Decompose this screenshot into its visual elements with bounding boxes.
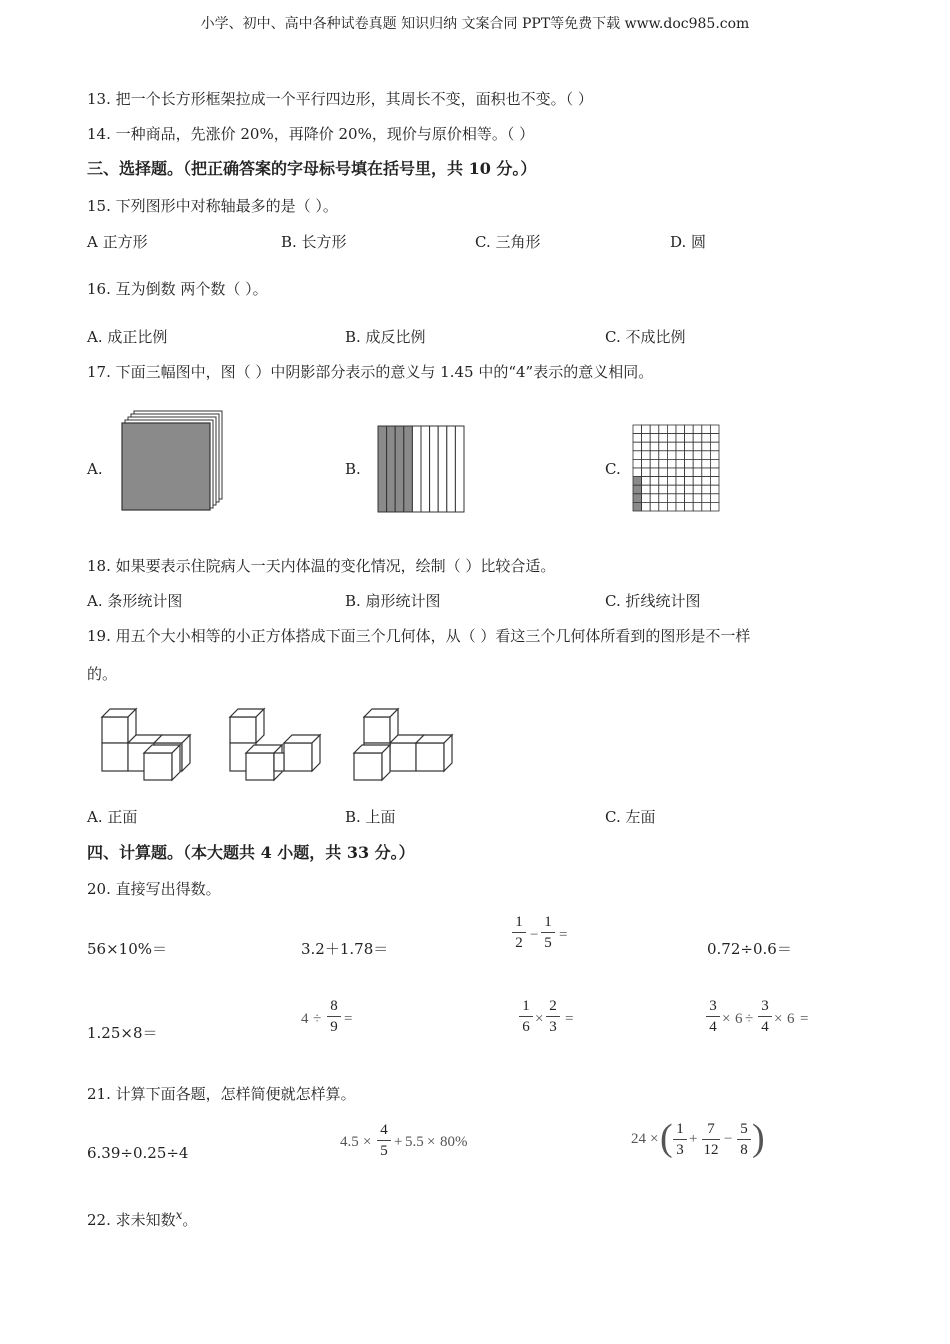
grid-cell [702,451,711,460]
grid-cell [685,451,694,460]
q19-option-a: A. 正面 [87,808,138,826]
grid-cell [693,434,702,443]
grid-cell [633,425,642,434]
q17-label-a: A. [87,460,103,478]
grid-cell [702,442,711,451]
grid-cell [693,485,702,494]
grid-cell [633,442,642,451]
grid-cell [650,459,659,468]
question-19-stem: 19. 用五个大小相等的小正方体搭成下面三个几何体，从（ ）看这三个几何体所看到的图形是不一样 [87,627,751,645]
q15-option-c: C. 三角形 [475,233,541,251]
grid-cell [642,468,651,477]
q20-fraction-2-3: 2 3 [546,997,560,1036]
q20-fraction-8-9: 8 9 [327,997,341,1036]
q21-expr-2-c: 80% [440,1134,468,1150]
q21-fraction-4-5: 4 5 [377,1121,391,1160]
q20-fraction-3-4-b: 3 4 [758,997,772,1036]
grid-cell [710,477,719,486]
grid-cell [693,425,702,434]
grid-cell [659,485,668,494]
grid-cell [667,494,676,503]
column-cell [378,426,387,512]
question-15-stem: 15. 下列图形中对称轴最多的是（ ）。 [87,197,338,215]
column-cell [421,426,430,512]
column-cell [404,426,413,512]
grid-cell [710,485,719,494]
times-sign: × [774,1011,783,1027]
grid-cell [633,494,642,503]
column-cell [387,426,396,512]
q20-expr-1: 56×10%＝ [87,940,167,958]
grid-cell [685,485,694,494]
grid-cell [676,425,685,434]
question-22-stem: 22. 求未知数$^x$。 [87,1208,198,1229]
q16-option-c: C. 不成比例 [605,328,686,346]
grid-cell [710,468,719,477]
question-14: 14. 一种商品，先涨价 20%，再降价 20%，现价与原价相等。（ ） [87,125,535,143]
grid-cell [676,459,685,468]
equals-sign: = [565,1011,574,1027]
grid-cell [659,477,668,486]
grid-cell [642,434,651,443]
question-17-stem: 17. 下面三幅图中，图（ ）中阴影部分表示的意义与 1.45 中的“4”表示的意义相同。 [87,363,654,381]
grid-cell [633,502,642,511]
q18-option-c: C. 折线统计图 [605,592,701,610]
times-sign: × [427,1134,436,1150]
grid-cell [650,451,659,460]
grid-cell [676,468,685,477]
divide-sign: ÷ [745,1011,754,1027]
grid-cell [676,442,685,451]
left-paren: ( [660,1117,673,1159]
q21-expr-2-b: 5.5 [405,1134,424,1150]
grid-cell [642,485,651,494]
grid-cell [710,425,719,434]
grid-cell [659,459,668,468]
q16-option-a: A. 成正比例 [87,328,168,346]
column-cell [395,426,404,512]
q20-six-a: 6 [735,1011,743,1027]
grid-cell [710,502,719,511]
grid-cell [667,459,676,468]
times-sign: × [535,1011,544,1027]
q19-option-c: C. 左面 [605,808,656,826]
grid-cell [693,477,702,486]
grid-cell [685,477,694,486]
q20-expr-2: 3.2＋1.78＝ [301,940,389,958]
section-4-heading: 四、计算题。（本大题共 4 小题，共 33 分。） [87,843,415,862]
equals-sign: = [800,1011,809,1027]
grid-cell [642,502,651,511]
q21-expr-2-a: 4.5 [340,1134,359,1150]
right-paren: ) [752,1117,765,1159]
q15-option-b: B. 长方形 [281,233,347,251]
question-19-stem-end: 的。 [87,665,118,683]
q16-option-b: B. 成反比例 [345,328,426,346]
grid-cell [659,425,668,434]
q18-option-b: B. 扇形统计图 [345,592,441,610]
grid-cell [650,477,659,486]
grid-cell [693,442,702,451]
q21-fraction-5-8: 5 8 [737,1120,751,1159]
grid-cell [685,468,694,477]
q20-expr-4: 0.72÷0.6＝ [707,940,792,958]
equals-sign: = [559,927,568,943]
grid-cell [685,442,694,451]
grid-cell [642,494,651,503]
grid-cell [667,442,676,451]
grid-cell [659,494,668,503]
column-cell [438,426,447,512]
times-sign: × [722,1011,731,1027]
q21-expr-3-a: 24 [631,1131,646,1147]
grid-cell [659,502,668,511]
q17-label-c: C. [605,460,621,478]
grid-cell [685,425,694,434]
page-header: 小学、初中、高中各种试卷真题 知识归纳 文案合同 PPT等免费下载 www.doc985.com [200,16,750,32]
q20-expr-6-four: 4 [301,1011,309,1027]
minus-sign: − [724,1131,733,1147]
times-sign: × [650,1131,659,1147]
grid-cell [693,494,702,503]
grid-cell [650,468,659,477]
q17-label-b: B. [345,460,361,478]
grid-cell [633,451,642,460]
grid-cell [650,494,659,503]
equals-sign: = [344,1011,353,1027]
divide-sign: ÷ [313,1011,322,1027]
question-16-stem: 16. 互为倒数 两个数（ ）。 [87,280,268,298]
grid-cell [710,451,719,460]
grid-cell [702,459,711,468]
grid-cell [659,451,668,460]
grid-cell [642,442,651,451]
grid-cell [650,502,659,511]
grid-cell [667,477,676,486]
q15-option-d: D. 圆 [670,233,707,251]
minus-sign: − [530,927,539,943]
grid-cell [633,434,642,443]
variable-x: x [175,1208,183,1222]
grid-cell [642,451,651,460]
grid-cell [667,425,676,434]
grid-cell [702,477,711,486]
section-3-heading: 三、选择题。（把正确答案的字母标号填在括号里，共 10 分。） [87,159,537,178]
grid-cell [667,468,676,477]
grid-cell [702,434,711,443]
q18-option-a: A. 条形统计图 [87,592,183,610]
grid-cell [676,477,685,486]
grid-cell [710,459,719,468]
q20-fraction-3-4-a: 3 4 [706,997,720,1036]
column-cell [430,426,439,512]
grid-cell [702,425,711,434]
grid-cell [693,451,702,460]
grid-cell [659,434,668,443]
grid-cell [667,502,676,511]
grid-cell [710,494,719,503]
grid-cell [667,434,676,443]
grid-cell [642,425,651,434]
q21-fraction-7-12: 7 12 [703,1121,719,1158]
q17-figure-c-grid [631,423,721,513]
grid-cell [650,434,659,443]
grid-cell [650,425,659,434]
grid-cell [710,442,719,451]
column-cell [455,426,464,512]
grid-cell [702,494,711,503]
grid-cell [702,485,711,494]
grid-cell [676,434,685,443]
question-18-stem: 18. 如果要表示住院病人一天内体温的变化情况，绘制（ ）比较合适。 [87,557,556,575]
q17-figure-a-stacked-squares [120,408,230,512]
grid-cell [693,468,702,477]
grid-cell [685,434,694,443]
grid-cell [659,468,668,477]
question-13: 13. 把一个长方形框架拉成一个平行四边形，其周长不变，面积也不变。（ ） [87,90,593,108]
grid-cell [633,459,642,468]
q21-expr-1: 6.39÷0.25÷4 [87,1144,189,1162]
plus-sign: + [394,1134,403,1150]
grid-cell [685,494,694,503]
grid-cell [676,494,685,503]
q20-fraction-1-6: 1 6 [519,997,533,1036]
grid-cell [702,502,711,511]
q20-expr-5: 1.25×8＝ [87,1024,158,1042]
grid-cell [650,485,659,494]
grid-cell [685,502,694,511]
q20-fraction-fifth: 1 5 [541,913,555,952]
grid-cell [642,477,651,486]
grid-cell [693,459,702,468]
question-20-stem: 20. 直接写出得数。 [87,880,221,898]
column-cell [447,426,456,512]
grid-cell [710,434,719,443]
q21-fraction-1-3: 1 3 [673,1120,687,1159]
q15-option-a: A 正方形 [87,233,148,251]
q17-figure-b-columns [376,424,466,514]
grid-cell [676,485,685,494]
grid-cell [659,442,668,451]
times-sign: × [363,1134,372,1150]
grid-cell [633,485,642,494]
grid-cell [633,477,642,486]
grid-cell [676,451,685,460]
q19-cube-figure-3 [350,702,460,782]
grid-cell [685,459,694,468]
column-cell [412,426,421,512]
grid-cell [650,442,659,451]
q19-cube-figure-2 [226,702,326,782]
grid-cell [642,459,651,468]
grid-cell [693,502,702,511]
grid-cell [676,502,685,511]
grid-cell [702,468,711,477]
plus-sign: + [689,1131,698,1147]
q20-six-b: 6 [787,1011,795,1027]
grid-cell [667,451,676,460]
grid-cell [667,485,676,494]
q19-cube-figure-1 [98,702,198,782]
q20-fraction-half: 1 2 [512,913,526,952]
question-21-stem: 21. 计算下面各题，怎样简便就怎样算。 [87,1085,356,1103]
grid-cell [633,468,642,477]
q19-option-b: B. 上面 [345,808,396,826]
